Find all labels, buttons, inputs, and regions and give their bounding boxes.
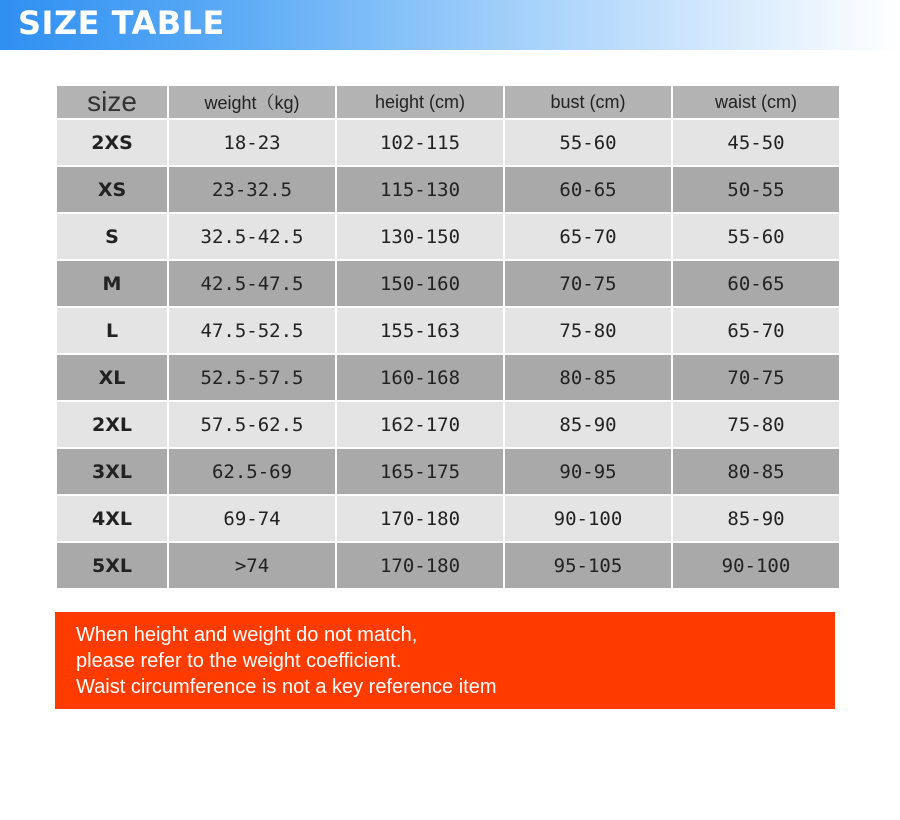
banner-title: SIZE TABLE bbox=[18, 4, 225, 42]
height-cell: 130-150 bbox=[337, 214, 503, 259]
bust-cell: 70-75 bbox=[505, 261, 671, 306]
waist-cell: 70-75 bbox=[673, 355, 839, 400]
note-line: When height and weight do not match, bbox=[76, 624, 418, 646]
bust-cell: 95-105 bbox=[505, 543, 671, 588]
header-size: size bbox=[57, 86, 167, 118]
weight-cell: 52.5-57.5 bbox=[169, 355, 335, 400]
waist-cell: 85-90 bbox=[673, 496, 839, 541]
height-cell: 165-175 bbox=[337, 449, 503, 494]
waist-cell: 60-65 bbox=[673, 261, 839, 306]
waist-cell: 65-70 bbox=[673, 308, 839, 353]
header-bust: bust (cm) bbox=[505, 86, 671, 118]
height-cell: 170-180 bbox=[337, 543, 503, 588]
header-weight: weight（kg) bbox=[169, 86, 335, 118]
header-waist: waist (cm) bbox=[673, 86, 839, 118]
note-line: Waist circumference is not a key reference item bbox=[76, 676, 497, 698]
header-row bbox=[57, 86, 839, 118]
table-row bbox=[57, 449, 839, 494]
weight-cell: 18-23 bbox=[169, 120, 335, 165]
height-cell: 170-180 bbox=[337, 496, 503, 541]
height-cell: 102-115 bbox=[337, 120, 503, 165]
size-table-banner bbox=[0, 0, 900, 50]
weight-cell: >74 bbox=[169, 543, 335, 588]
bust-cell: 90-95 bbox=[505, 449, 671, 494]
weight-cell: 57.5-62.5 bbox=[169, 402, 335, 447]
note-line: please refer to the weight coefficient. bbox=[76, 650, 402, 672]
table-row bbox=[57, 402, 839, 447]
height-cell: 155-163 bbox=[337, 308, 503, 353]
size-cell: 2XS bbox=[57, 120, 167, 165]
bust-cell: 85-90 bbox=[505, 402, 671, 447]
fit-note-box bbox=[55, 612, 835, 709]
size-cell: 4XL bbox=[57, 496, 167, 541]
table-row bbox=[57, 543, 839, 588]
table-row bbox=[57, 496, 839, 541]
waist-cell: 90-100 bbox=[673, 543, 839, 588]
height-cell: 162-170 bbox=[337, 402, 503, 447]
waist-cell: 55-60 bbox=[673, 214, 839, 259]
table-row bbox=[57, 355, 839, 400]
table-row bbox=[57, 308, 839, 353]
size-cell: XS bbox=[57, 167, 167, 212]
waist-cell: 80-85 bbox=[673, 449, 839, 494]
height-cell: 115-130 bbox=[337, 167, 503, 212]
height-cell: 150-160 bbox=[337, 261, 503, 306]
bust-cell: 55-60 bbox=[505, 120, 671, 165]
size-cell: M bbox=[57, 261, 167, 306]
size-cell: L bbox=[57, 308, 167, 353]
waist-cell: 50-55 bbox=[673, 167, 839, 212]
table-row bbox=[57, 214, 839, 259]
size-table bbox=[55, 84, 841, 590]
bust-cell: 65-70 bbox=[505, 214, 671, 259]
bust-cell: 80-85 bbox=[505, 355, 671, 400]
table-row bbox=[57, 261, 839, 306]
bust-cell: 60-65 bbox=[505, 167, 671, 212]
table-row bbox=[57, 167, 839, 212]
table-row bbox=[57, 120, 839, 165]
waist-cell: 45-50 bbox=[673, 120, 839, 165]
size-cell: 2XL bbox=[57, 402, 167, 447]
weight-cell: 62.5-69 bbox=[169, 449, 335, 494]
waist-cell: 75-80 bbox=[673, 402, 839, 447]
bust-cell: 75-80 bbox=[505, 308, 671, 353]
size-cell: 3XL bbox=[57, 449, 167, 494]
size-cell: 5XL bbox=[57, 543, 167, 588]
weight-cell: 23-32.5 bbox=[169, 167, 335, 212]
size-cell: S bbox=[57, 214, 167, 259]
size-cell: XL bbox=[57, 355, 167, 400]
height-cell: 160-168 bbox=[337, 355, 503, 400]
bust-cell: 90-100 bbox=[505, 496, 671, 541]
weight-cell: 32.5-42.5 bbox=[169, 214, 335, 259]
header-height: height (cm) bbox=[337, 86, 503, 118]
weight-cell: 69-74 bbox=[169, 496, 335, 541]
weight-cell: 42.5-47.5 bbox=[169, 261, 335, 306]
weight-cell: 47.5-52.5 bbox=[169, 308, 335, 353]
size-chart bbox=[55, 84, 835, 590]
